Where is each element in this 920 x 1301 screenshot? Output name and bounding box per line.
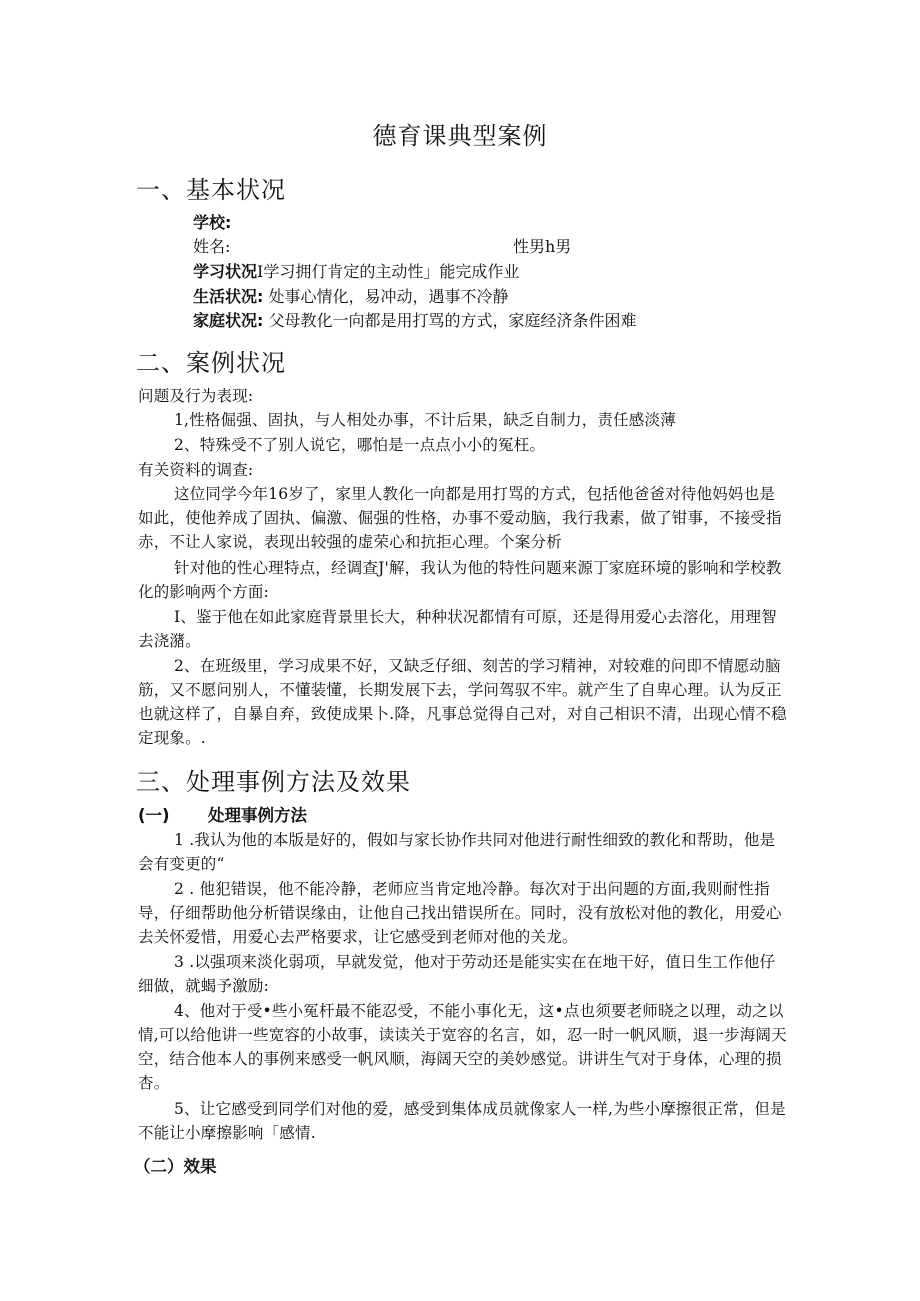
family-status bbox=[193, 309, 637, 333]
problem-label: 问题及行为表现: bbox=[138, 387, 254, 405]
method-2: 2 . 他犯错误，他不能冷静，老师应当肯定地冷静。每次对于出问题的方面,我则耐性指导，仔细帮助他分析错误缘由，让他自己找出错误所在。同时，没有放松对他的教化，用爱心去关怀爱惜，用爱心去严格要求，让它感受到老师对他的关龙。 bbox=[138, 880, 782, 946]
analysis-point-1: I、鉴于他在如此家庭背景里长大，种种状况都情有可原，还是得用爱心去溶化，用理智去浇潴。 bbox=[138, 608, 777, 650]
analysis-paragraph: 针对他的性心理特点，经调查J'解，我认为他的特性问题来源丁家庭环境的影响和学校教化的影响两个方面: bbox=[138, 559, 782, 601]
gender-text: 性男h男 bbox=[513, 237, 572, 256]
analysis-point-2: 2、在班级里，学习成果不好，又缺乏仔细、刻苦的学习精神，对较难的问即不情愿动脑筋，又不愿问别人，不懂装懂，长期发展下去，学问驾驭不牢。就产生了自卑心理。认为反正也就这样了，自暴自弃，致使成果卜.降，凡事总觉得自己对，对自己相识不清，出现心情不稳定现象。. bbox=[138, 657, 787, 747]
section-2-heading: 二、案例状况 bbox=[136, 349, 286, 377]
study-label: 学习状况 bbox=[193, 262, 258, 281]
school-label: 学校: bbox=[193, 213, 232, 232]
section-3-heading: 三、处理事例方法及效果 bbox=[136, 768, 411, 796]
family-text: 父母教化一向都是用打骂的方式，家庭经济条件困难 bbox=[268, 311, 637, 330]
method-3: 3 .以强项来淡化弱项，早就发觉，他对于劳动还是能实实在在地干好，值日生工作他仔细做，就蝎予激励: bbox=[138, 953, 776, 995]
subsection-1-number: (一) bbox=[138, 806, 170, 825]
life-text: 处事心情化，易冲动，遇事不冷静 bbox=[268, 287, 509, 306]
problem-item-2: 2、特殊受不了别人说它，哪怕是一点点小小的冤枉。 bbox=[174, 436, 546, 454]
study-status bbox=[193, 260, 519, 284]
subsection-2-title: （二）效果 bbox=[134, 1157, 217, 1176]
survey-paragraph: 这位同学今年16岁了，家里人教化一向都是用打骂的方式，包括他爸爸对待他妈妈也是如此，使他养成了固执、偏激、倔强的性格，办事不爱动脑，我行我素，做了钳事，不接受指赤，不让人家说，表现出较强的虚荣心和抗拒心理。个案分析 bbox=[138, 485, 782, 551]
section-1-heading: 一、基本状况 bbox=[136, 176, 286, 204]
survey-label: 有关资料的调查: bbox=[138, 461, 254, 479]
method-1: 1 .我认为他的本版是好的，假如与家长协作共同对他进行耐性细致的教化和帮助，他是会有变更的“ bbox=[138, 831, 776, 873]
document-title: 德育课典型案例 bbox=[372, 122, 548, 150]
method-5: 5、让它感受到同学们对他的爱，感受到集体成员就像家人一样,为些小摩擦很正常，但是不能让小摩擦影响「感情. bbox=[138, 1100, 786, 1142]
life-label: 生活状况: bbox=[193, 287, 264, 306]
method-4: 4、他对于受•些小冤杆最不能忍受，不能小事化无，这•点也须要老师晓之以理，动之以情,可以给他讲一些宽容的小故事，读读关于宽容的名言，如，忍一时一帆风顺，退一步海阔天空，结合他本人的事例来感受一帆风顺，海阔天空的美妙感觉。讲讲生气对于身体，心理的损杏。 bbox=[138, 1002, 787, 1092]
study-text: I学习拥仃肯定的主动性」能完成作业 bbox=[257, 262, 520, 281]
family-label: 家庭状况: bbox=[193, 311, 264, 330]
problem-item-1: 1,性格倔强、固执，与人相处办事，不计后果，缺乏自制力，责任感淡薄 bbox=[174, 411, 676, 429]
subsection-1-title: 处理事例方法 bbox=[208, 806, 307, 825]
name-label: 姓名: bbox=[193, 237, 231, 256]
life-status bbox=[193, 285, 509, 309]
